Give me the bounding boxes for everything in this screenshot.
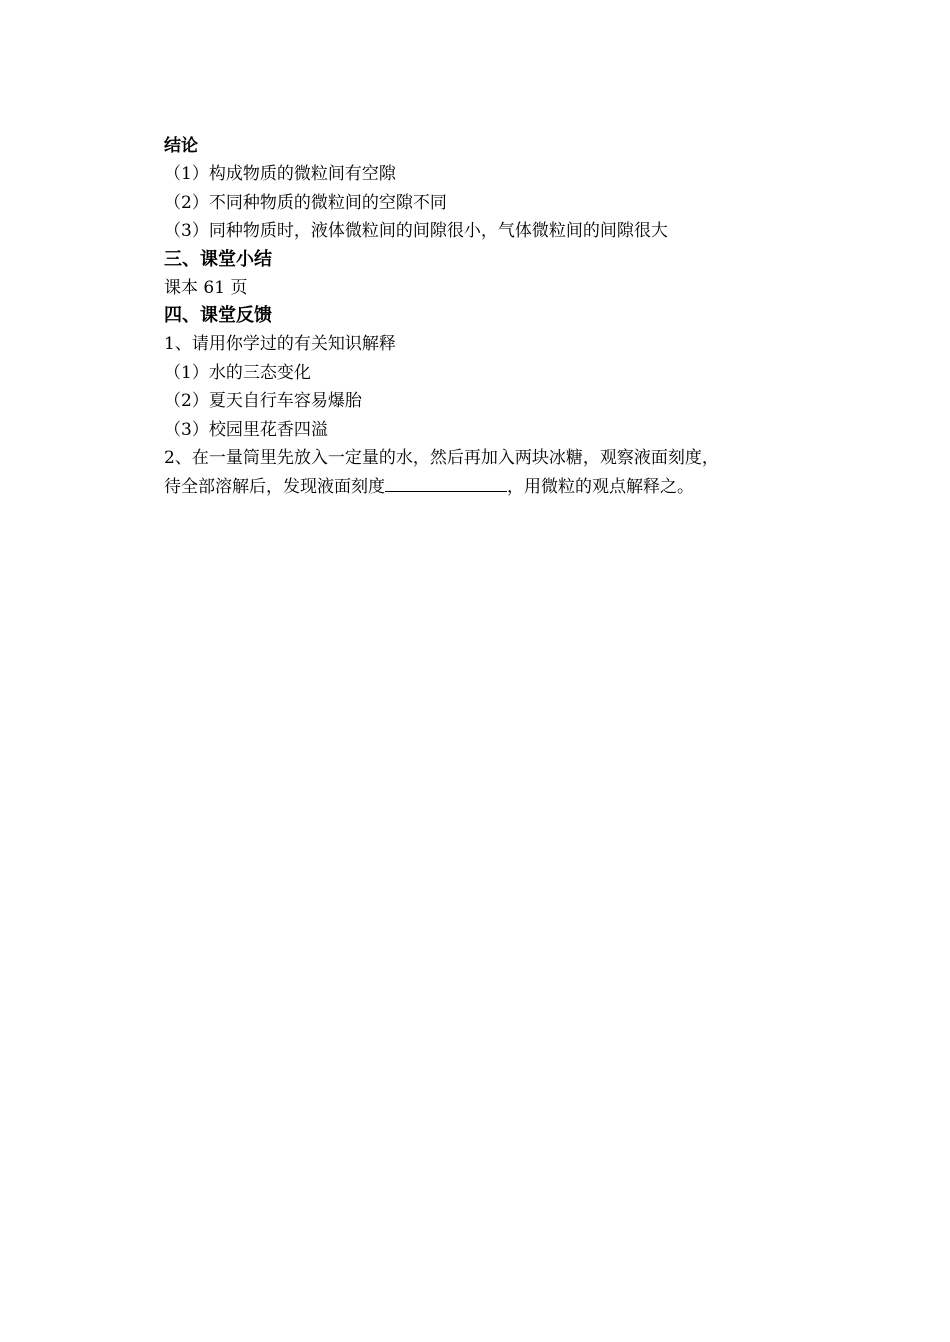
question-1-item-2: （2）夏天自行车容易爆胎 bbox=[164, 391, 362, 411]
conclusion-item-2: （2）不同种物质的微粒间的空隙不同 bbox=[164, 192, 447, 213]
section-summary-heading: 三、课堂小结 bbox=[164, 248, 272, 270]
document-body bbox=[164, 132, 804, 501]
question-2-text-after-blank: ，用微粒的观点解释之。 bbox=[507, 476, 694, 497]
question-1-item-3: （3）校园里花香四溢 bbox=[164, 419, 328, 440]
question-2-line-2 bbox=[164, 473, 804, 502]
question-1-prompt: 1、请用你学过的有关知识解释 bbox=[164, 334, 396, 354]
conclusion-item-3: （3）同种物质时，液体微粒间的间隙很小，气体微粒间的间隙很大 bbox=[164, 221, 668, 241]
question-2-text-before-blank: 待全部溶解后，发现液面刻度 bbox=[164, 476, 385, 497]
conclusion-item-1: （1）构成物质的微粒间有空隙 bbox=[164, 164, 396, 184]
answer-blank[interactable] bbox=[385, 473, 507, 492]
conclusion-heading: 结论 bbox=[164, 136, 198, 156]
question-2-line-1: 2、在一量筒里先放入一定量的水，然后再加入两块冰糖，观察液面刻度， bbox=[164, 448, 719, 468]
question-1-item-1: （1）水的三态变化 bbox=[164, 362, 311, 383]
section-feedback-heading: 四、课堂反馈 bbox=[164, 305, 272, 326]
summary-text: 课本 61 页 bbox=[164, 277, 248, 298]
